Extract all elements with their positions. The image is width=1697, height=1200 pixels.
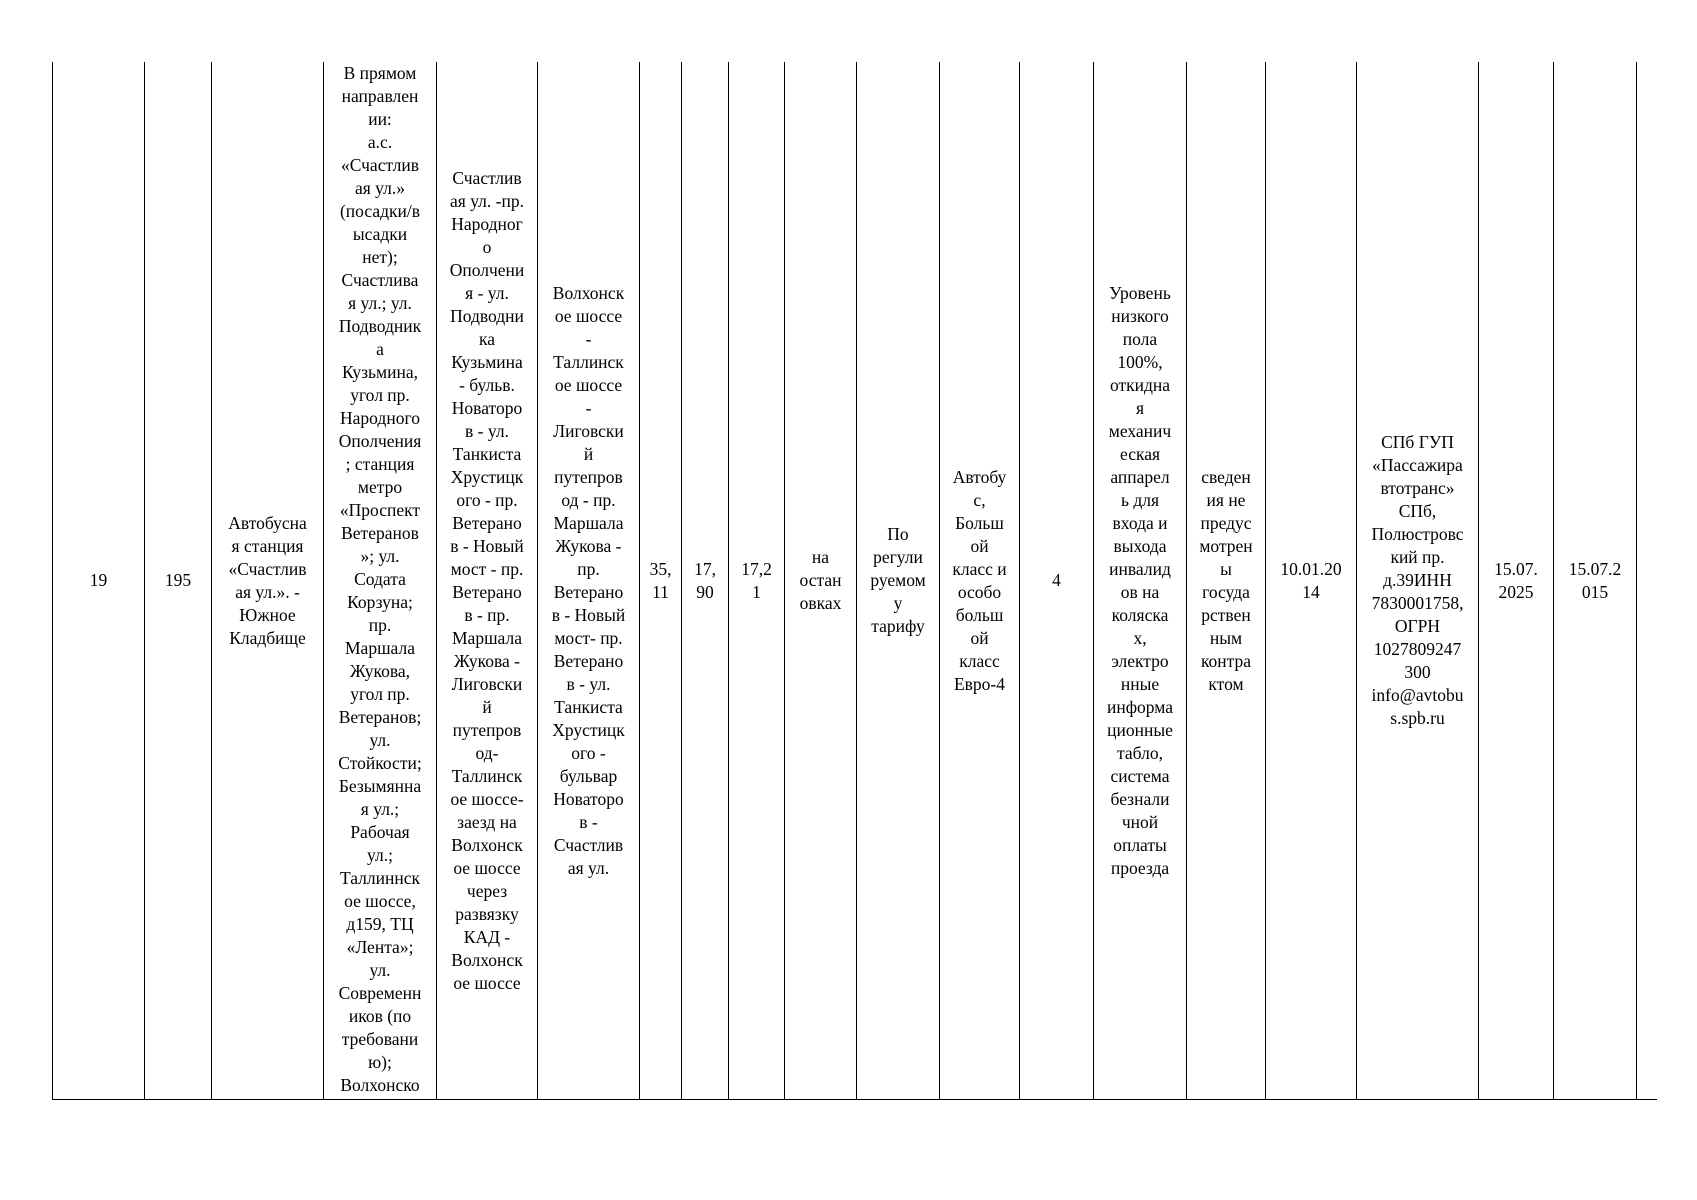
change-date-cell: 15.07. 2025	[1479, 62, 1554, 1100]
length-forward-cell: 35, 11	[640, 62, 682, 1100]
tariff-cell: По регули руемом у тарифу	[857, 62, 940, 1100]
length-other-cell: 17,2 1	[729, 62, 785, 1100]
table-row	[53, 62, 1657, 1100]
vehicle-count-cell: 4	[1020, 62, 1094, 1100]
streets-backward-cell: Волхонск ое шоссе - Таллинск ое шоссе - Лиговски й путепров од - пр. Маршала Жукова - пр. Ветерано в - Новый мост- пр. Ветерано в - ул. Танкиста Хрустицк ого - бульвар Новаторо в - Счастлив ая ул.	[538, 62, 640, 1100]
row-number-cell: 19	[53, 62, 145, 1100]
route-registry-table	[52, 62, 1657, 1100]
change-date-2-cell: 15.07.2 015	[1554, 62, 1637, 1100]
contract-info-cell: сведен ия не предус мотрен ы госуда рствен ным контра ктом	[1187, 62, 1266, 1100]
vehicle-characteristics-cell: Уровень низкого пола 100%, откидна я механич еская аппарел ь для входа и выхода инвалид ов на коляска х, электро нные информа ционные табло, система безнали чной оплаты проезда	[1094, 62, 1187, 1100]
start-date-cell: 10.01.20 14	[1266, 62, 1357, 1100]
carrier-cell: СПб ГУП «Пассажира втотранс» СПб, Полюстровс кий пр. д.39ИНН 7830001758, ОГРН 1027809247 300 info@avtobu s.spb.ru	[1357, 62, 1479, 1100]
route-name-cell: Автобусна я станция «Счастлив ая ул.». - Южное Кладбище	[212, 62, 324, 1100]
boarding-order-cell: на остан овках	[785, 62, 857, 1100]
length-backward-cell: 17, 90	[682, 62, 729, 1100]
route-registry-table-wrapper	[52, 62, 1657, 1100]
streets-forward-cell: Счастлив ая ул. -пр. Народног о Ополчени я - ул. Подводни ка Кузьмина - бульв. Новаторо в - ул. Танкиста Хрустицк ого - пр. Ветерано в - Новый мост - пр. Ветерано в - пр. Маршала Жукова - Лиговски й путепров од- Таллинск ое шоссе- заезд на Волхонск ое шоссе через развязку КАД - Волхонск ое шоссе	[437, 62, 538, 1100]
empty-cell	[1637, 62, 1657, 1100]
route-number-cell: 195	[145, 62, 212, 1100]
vehicle-type-cell: Автобу с, Больш ой класс и особо больш ой класс Евро-4	[940, 62, 1020, 1100]
stops-list-cell: В прямом направлен ии: а.с. «Счастлив ая ул.» (посадки/в ысадки нет); Счастлива я ул.; ул. Подводник а Кузьмина, угол пр. Народного Ополчения ; станция метро «Проспект Ветеранов »; ул. Содата Корзуна; пр. Маршала Жукова, угол пр. Ветеранов; ул. Стойкости; Безымянна я ул.; Рабочая ул.; Таллиннск ое шоссе, д159, ТЦ «Лента»; ул. Современн иков (по требовани ю); Волхонско	[324, 62, 437, 1100]
